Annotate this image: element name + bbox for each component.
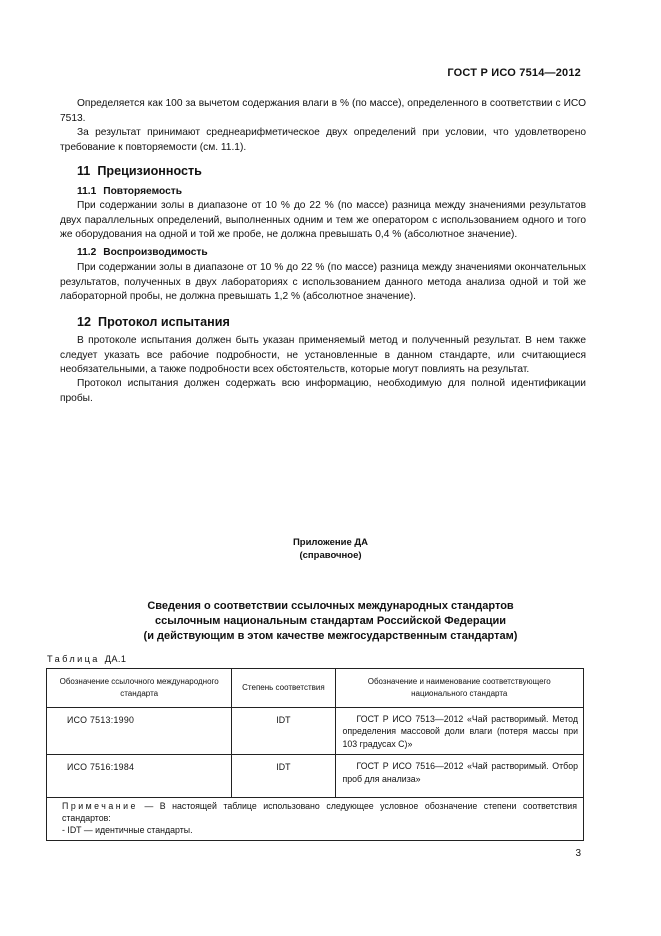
annex-heading-line: ссылочным национальным стандартам Российской Федерации: [154, 615, 507, 627]
column-header: Степень соответствия: [232, 669, 335, 708]
note-text: — В настоящей таблице использовано следующее условное обозначение степени соответствия стандартов:: [62, 801, 577, 824]
section-number: 11.1: [77, 186, 97, 197]
section-11-2-heading: [77, 247, 208, 258]
column-header: Обозначение ссылочного международного стандарта: [47, 669, 232, 708]
paragraph-moisture: Определяется как 100 за вычетом содержания влаги в % (по массе), определенного в соответствии с ИСО 7513.: [60, 98, 586, 124]
paragraph-result: За результат принимают среднеарифметическое двух определений при условии, что удовлетворено требование к повторяемости (см. 11.1).: [60, 127, 586, 153]
paragraph-protocol-2: Протокол испытания должен содержать всю информацию, необходимую для полной идентификации пробы.: [60, 378, 586, 404]
annex-heading-line: (и действующим в этом качестве межгосударственным стандартам): [143, 630, 518, 642]
table-note: [47, 798, 584, 840]
section-title: Повторяемость: [103, 186, 182, 197]
table-row: [47, 755, 584, 798]
paragraph-reproducibility: При содержании золы в диапазоне от 10 % до 22 % (по массе) разница между значениями окончательных результатов, полученных в двух лабораториях с использованием данного метода анализа одной и той же лабораторной пробы, не должна превышать 1,2 % (абсолютное значение).: [60, 262, 586, 302]
annex-heading: [60, 599, 601, 644]
table-caption-number: ДА.1: [104, 654, 127, 664]
page-number: 3: [575, 848, 581, 859]
annex-title: Приложение ДА: [292, 537, 369, 548]
section-number: 12: [77, 315, 92, 329]
annex-heading-line: Сведения о соответствии ссылочных международных стандартов: [147, 600, 514, 612]
national-standard-cell: ГОСТ Р ИСО 7513—2012 «Чай растворимый. Метод определения массовой доли влаги (потеря массы при 103 градусах С)»: [335, 708, 584, 755]
document-header: ГОСТ Р ИСО 7514—2012: [447, 67, 581, 79]
table-header-row: [47, 669, 584, 708]
note-label: Примечание: [62, 801, 138, 812]
note-item: - IDT — идентичные стандарты.: [62, 824, 193, 835]
national-standard-cell: ГОСТ Р ИСО 7516—2012 «Чай растворимый. Отбор проб для анализа»: [335, 755, 584, 798]
section-title: Воспроизводимость: [103, 247, 208, 258]
section-number: 11: [77, 164, 91, 178]
table-row: [47, 708, 584, 755]
intl-standard-cell: ИСО 7513:1990: [47, 708, 232, 755]
table-note-row: [47, 798, 584, 840]
intl-standard-cell: ИСО 7516:1984: [47, 755, 232, 798]
section-11-heading: [77, 164, 202, 178]
correspondence-table: [46, 668, 584, 841]
section-title: Прецизионность: [97, 164, 202, 178]
section-12-heading: [77, 315, 230, 329]
annex-label: [60, 536, 601, 562]
table-caption: [47, 654, 126, 664]
section-11-1-heading: [77, 186, 182, 197]
degree-cell: IDT: [232, 708, 335, 755]
section-title: Протокол испытания: [98, 315, 230, 329]
note-body: [62, 801, 577, 825]
paragraph-protocol-1: В протоколе испытания должен быть указан применяемый метод и полученный результат. В нем также следует указать все рабочие подробности, не установленные в данном стандарте, или считающиеся необязательными, а также подробности всех обстоятельств, которые могут повлиять на результат.: [60, 335, 586, 375]
table-caption-word: Таблица: [47, 654, 100, 664]
section-number: 11.2: [77, 247, 97, 258]
degree-cell: IDT: [232, 755, 335, 798]
paragraph-repeatability: При содержании золы в диапазоне от 10 % до 22 % (по массе) разница между значениями результатов двух параллельных определений, выполненных одним и тем же оператором с использованием одного и того же оборудования на одной и той же пробе, не должна превышать 0,4 % (абсолютное значение).: [60, 200, 586, 240]
annex-type: (справочное): [299, 550, 362, 561]
column-header: Обозначение и наименование соответствующего национального стандарта: [335, 669, 584, 708]
